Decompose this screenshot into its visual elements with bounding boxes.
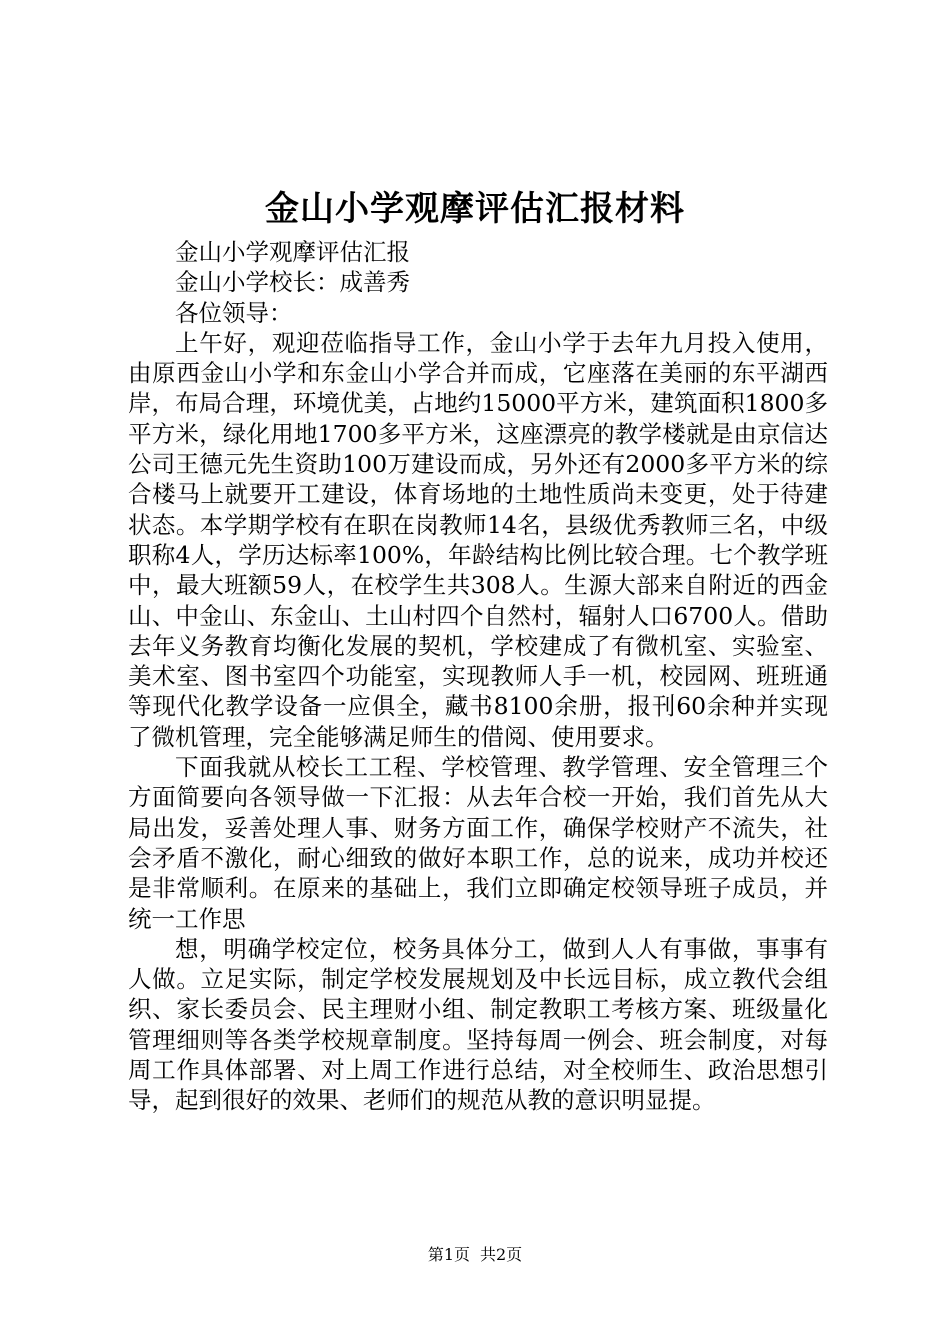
subtitle-line: 金山小学观摩评估汇报 (175, 238, 410, 266)
author-line: 金山小学校长：成善秀 (175, 268, 410, 297)
page-number: 第1页 (427, 1245, 470, 1264)
salutation-line: 各位领导： (175, 298, 293, 327)
document-body (128, 237, 828, 1116)
body-paragraph: 下面我就从校长工工程、学校管理、教学管理、安全管理三个方面简要向各领导做一下汇报：从去年合校一开始，我们首先从大局出发，妥善处理人事、财务方面工作，确保学校财产不流失，社会矛盾不激化，耐心细致的做好本职工作，总的说来，成功并校还是非常顺利。在原来的基础上，我们立即确定校领导班子成员，并统一工作思 (128, 753, 828, 933)
body-paragraph: 想，明确学校定位，校务具体分工，做到人人有事做，事事有人做。立足实际，制定学校发展规划及中长远目标，成立教代会组织、家长委员会、民主理财小组、制定教职工考核方案、班级量化管理细则等各类学校规章制度。坚持每周一例会、班会制度，对每周工作具体部署、对上周工作进行总结，对全校师生、政治思想引导，起到很好的效果、老师们的规范从教的意识明显提。 (128, 934, 828, 1115)
page-total: 共2页 (480, 1245, 523, 1264)
body-paragraph: 上午好，观迎莅临指导工作，金山小学于去年九月投入使用，由原西金山小学和东金山小学合并而成，它座落在美丽的东平湖西岸，布局合理，环境优美，占地约15000平方米，建筑面积1800多平方米，绿化用地1700多平方米，这座漂亮的教学楼就是由京信达公司王德元先生资助100万建设而成，另外还有2000多平方米的综合楼马上就要开工建设，体育场地的土地性质尚未变更，处于待建状态。本学期学校有在职在岗教师14名，县级优秀教师三名，中级职称4人，学历达标率100%，年龄结构比例比较合理。七个教学班中，最大班额59人，在校学生共308人。生源大部来自附近的西金山、中金山、东金山、土山村四个自然村，辐射人口6700人。借助去年义务教育均衡化发展的契机，学校建成了有微机室、实验室、美术室、图书室四个功能室，实现教师人手一机，校园网、班班通等现代化教学设备一应俱全，藏书8100余册，报刊60余种并实现了微机管理，完全能够满足师生的借阅、使用要求。 (128, 328, 828, 751)
page-footer (0, 1244, 950, 1266)
document-title: 金山小学观摩评估汇报材料 (265, 189, 685, 229)
